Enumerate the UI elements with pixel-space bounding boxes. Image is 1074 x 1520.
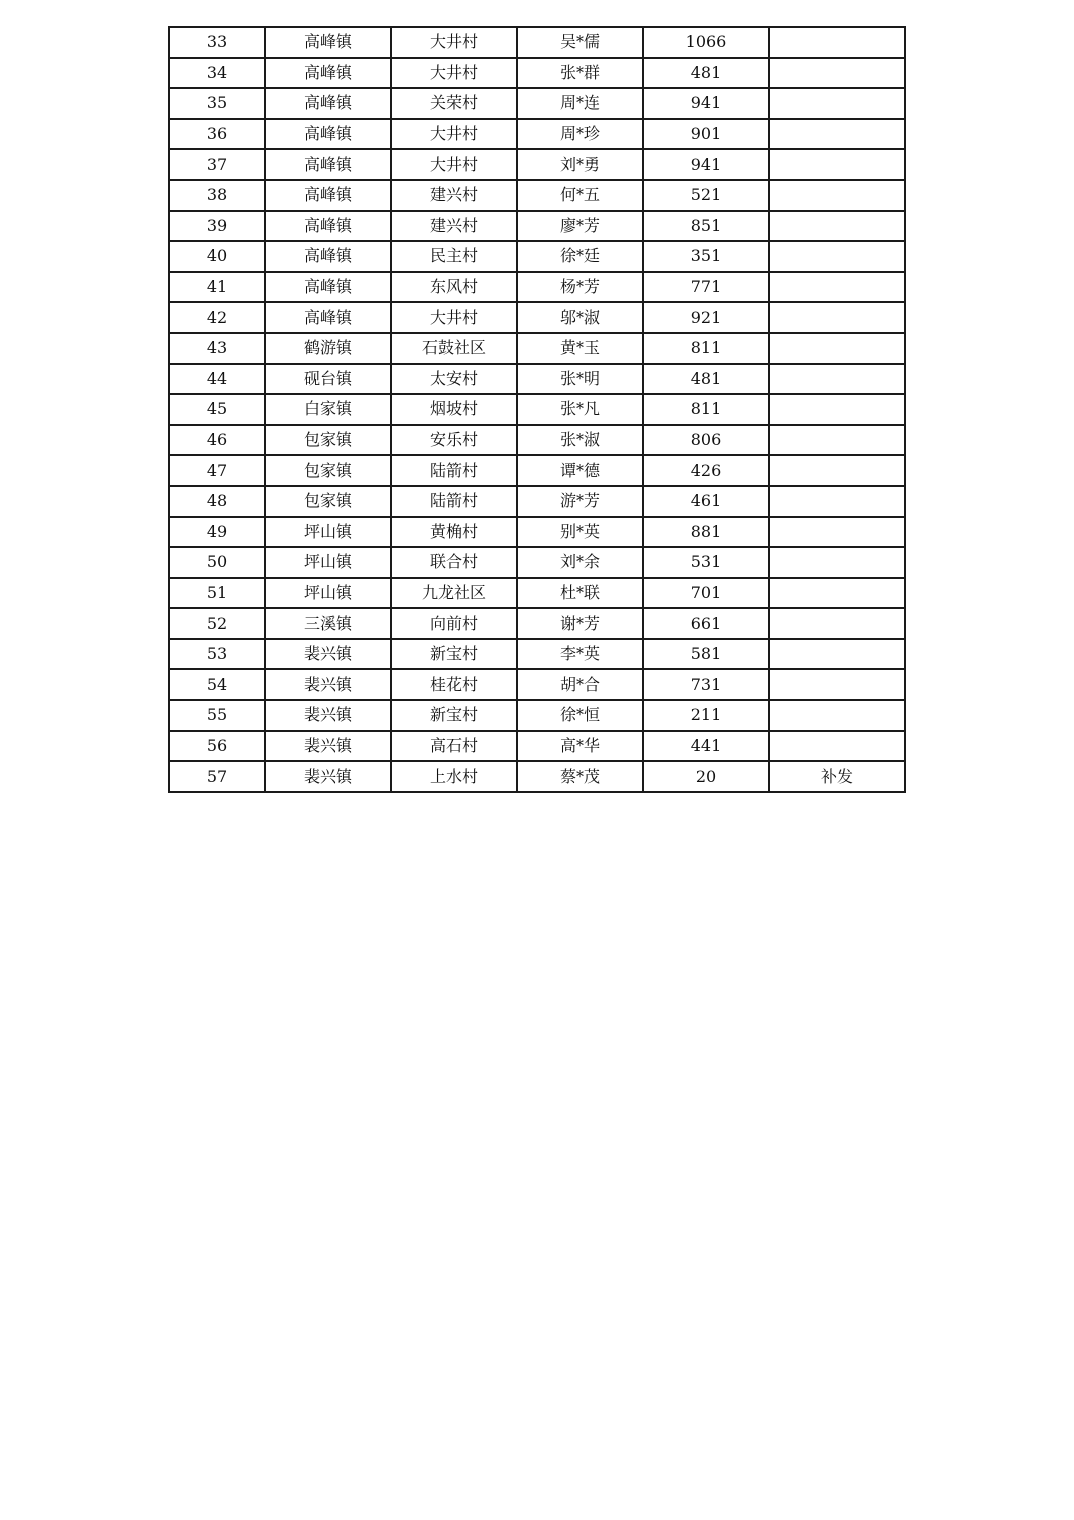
- town-cell: 坪山镇: [265, 547, 391, 578]
- village-cell: 向前村: [391, 608, 517, 639]
- remark-cell: [769, 119, 905, 150]
- town-cell: 三溪镇: [265, 608, 391, 639]
- amount-cell: 531: [643, 547, 769, 578]
- row-number-cell: 35: [169, 88, 265, 119]
- town-cell: 包家镇: [265, 455, 391, 486]
- amount-cell: 20: [643, 761, 769, 792]
- village-cell: 建兴村: [391, 180, 517, 211]
- village-cell: 九龙社区: [391, 578, 517, 609]
- amount-cell: 661: [643, 608, 769, 639]
- amount-cell: 481: [643, 364, 769, 395]
- row-number-cell: 43: [169, 333, 265, 364]
- town-cell: 鹤游镇: [265, 333, 391, 364]
- village-cell: 东风村: [391, 272, 517, 303]
- row-number-cell: 39: [169, 211, 265, 242]
- town-cell: 高峰镇: [265, 302, 391, 333]
- person-name-cell: 周*珍: [517, 119, 643, 150]
- person-name-cell: 何*五: [517, 180, 643, 211]
- village-cell: 建兴村: [391, 211, 517, 242]
- town-cell: 坪山镇: [265, 517, 391, 548]
- village-cell: 大井村: [391, 58, 517, 89]
- town-cell: 高峰镇: [265, 211, 391, 242]
- table-row: [169, 700, 905, 731]
- amount-cell: 426: [643, 455, 769, 486]
- table-row: [169, 364, 905, 395]
- village-cell: 大井村: [391, 27, 517, 58]
- town-cell: 高峰镇: [265, 272, 391, 303]
- amount-cell: 441: [643, 731, 769, 762]
- remark-cell: [769, 669, 905, 700]
- village-cell: 大井村: [391, 119, 517, 150]
- table-row: [169, 731, 905, 762]
- town-cell: 包家镇: [265, 425, 391, 456]
- row-number-cell: 45: [169, 394, 265, 425]
- table-row: [169, 272, 905, 303]
- table-row: [169, 517, 905, 548]
- person-name-cell: 黄*玉: [517, 333, 643, 364]
- town-cell: 高峰镇: [265, 58, 391, 89]
- village-cell: 联合村: [391, 547, 517, 578]
- amount-cell: 881: [643, 517, 769, 548]
- remark-cell: [769, 211, 905, 242]
- town-cell: 高峰镇: [265, 27, 391, 58]
- person-name-cell: 张*群: [517, 58, 643, 89]
- row-number-cell: 46: [169, 425, 265, 456]
- village-cell: 陆箭村: [391, 486, 517, 517]
- village-cell: 上水村: [391, 761, 517, 792]
- roster-table-body: [169, 27, 905, 792]
- person-name-cell: 胡*合: [517, 669, 643, 700]
- remark-cell: [769, 486, 905, 517]
- town-cell: 裴兴镇: [265, 761, 391, 792]
- town-cell: 裴兴镇: [265, 639, 391, 670]
- row-number-cell: 44: [169, 364, 265, 395]
- village-cell: 关荣村: [391, 88, 517, 119]
- town-cell: 裴兴镇: [265, 731, 391, 762]
- town-cell: 砚台镇: [265, 364, 391, 395]
- table-row: [169, 669, 905, 700]
- village-cell: 大井村: [391, 302, 517, 333]
- table-row: [169, 455, 905, 486]
- village-cell: 民主村: [391, 241, 517, 272]
- table-row: [169, 180, 905, 211]
- amount-cell: 941: [643, 149, 769, 180]
- remark-cell: [769, 425, 905, 456]
- person-name-cell: 廖*芳: [517, 211, 643, 242]
- table-row: [169, 547, 905, 578]
- table-row: [169, 119, 905, 150]
- village-cell: 石鼓社区: [391, 333, 517, 364]
- person-name-cell: 周*连: [517, 88, 643, 119]
- remark-cell: [769, 394, 905, 425]
- village-cell: 大井村: [391, 149, 517, 180]
- village-cell: 烟坡村: [391, 394, 517, 425]
- amount-cell: 811: [643, 394, 769, 425]
- row-number-cell: 40: [169, 241, 265, 272]
- person-name-cell: 游*芳: [517, 486, 643, 517]
- person-name-cell: 徐*恒: [517, 700, 643, 731]
- amount-cell: 921: [643, 302, 769, 333]
- remark-cell: [769, 241, 905, 272]
- table-row: [169, 394, 905, 425]
- row-number-cell: 56: [169, 731, 265, 762]
- remark-cell: [769, 364, 905, 395]
- person-name-cell: 谭*德: [517, 455, 643, 486]
- village-cell: 安乐村: [391, 425, 517, 456]
- person-name-cell: 邬*淑: [517, 302, 643, 333]
- village-cell: 桂花村: [391, 669, 517, 700]
- row-number-cell: 48: [169, 486, 265, 517]
- table-row: [169, 578, 905, 609]
- amount-cell: 211: [643, 700, 769, 731]
- person-name-cell: 蔡*茂: [517, 761, 643, 792]
- amount-cell: 701: [643, 578, 769, 609]
- person-name-cell: 徐*廷: [517, 241, 643, 272]
- remark-cell: [769, 180, 905, 211]
- table-row: [169, 88, 905, 119]
- amount-cell: 771: [643, 272, 769, 303]
- remark-cell: [769, 88, 905, 119]
- row-number-cell: 52: [169, 608, 265, 639]
- town-cell: 高峰镇: [265, 241, 391, 272]
- town-cell: 高峰镇: [265, 149, 391, 180]
- amount-cell: 806: [643, 425, 769, 456]
- town-cell: 高峰镇: [265, 88, 391, 119]
- row-number-cell: 34: [169, 58, 265, 89]
- table-row: [169, 149, 905, 180]
- amount-cell: 1066: [643, 27, 769, 58]
- roster-table: [168, 26, 906, 793]
- remark-cell: [769, 700, 905, 731]
- remark-cell: [769, 333, 905, 364]
- village-cell: 高石村: [391, 731, 517, 762]
- table-row: [169, 425, 905, 456]
- amount-cell: 481: [643, 58, 769, 89]
- person-name-cell: 张*淑: [517, 425, 643, 456]
- remark-cell: [769, 547, 905, 578]
- town-cell: 包家镇: [265, 486, 391, 517]
- amount-cell: 901: [643, 119, 769, 150]
- person-name-cell: 张*明: [517, 364, 643, 395]
- row-number-cell: 49: [169, 517, 265, 548]
- row-number-cell: 55: [169, 700, 265, 731]
- person-name-cell: 高*华: [517, 731, 643, 762]
- remark-cell: [769, 731, 905, 762]
- remark-cell: [769, 272, 905, 303]
- person-name-cell: 杨*芳: [517, 272, 643, 303]
- row-number-cell: 38: [169, 180, 265, 211]
- town-cell: 高峰镇: [265, 119, 391, 150]
- person-name-cell: 张*凡: [517, 394, 643, 425]
- remark-cell: 补发: [769, 761, 905, 792]
- remark-cell: [769, 149, 905, 180]
- amount-cell: 811: [643, 333, 769, 364]
- village-cell: 新宝村: [391, 639, 517, 670]
- town-cell: 白家镇: [265, 394, 391, 425]
- amount-cell: 941: [643, 88, 769, 119]
- amount-cell: 521: [643, 180, 769, 211]
- remark-cell: [769, 608, 905, 639]
- amount-cell: 731: [643, 669, 769, 700]
- town-cell: 坪山镇: [265, 578, 391, 609]
- remark-cell: [769, 27, 905, 58]
- table-row: [169, 241, 905, 272]
- row-number-cell: 41: [169, 272, 265, 303]
- town-cell: 裴兴镇: [265, 700, 391, 731]
- row-number-cell: 36: [169, 119, 265, 150]
- table-row: [169, 27, 905, 58]
- table-row: [169, 211, 905, 242]
- village-cell: 黄桷村: [391, 517, 517, 548]
- village-cell: 新宝村: [391, 700, 517, 731]
- town-cell: 高峰镇: [265, 180, 391, 211]
- row-number-cell: 54: [169, 669, 265, 700]
- row-number-cell: 47: [169, 455, 265, 486]
- table-row: [169, 639, 905, 670]
- amount-cell: 851: [643, 211, 769, 242]
- table-row: [169, 486, 905, 517]
- person-name-cell: 李*英: [517, 639, 643, 670]
- remark-cell: [769, 58, 905, 89]
- table-row: [169, 608, 905, 639]
- person-name-cell: 刘*勇: [517, 149, 643, 180]
- town-cell: 裴兴镇: [265, 669, 391, 700]
- person-name-cell: 吴*儒: [517, 27, 643, 58]
- row-number-cell: 51: [169, 578, 265, 609]
- remark-cell: [769, 639, 905, 670]
- row-number-cell: 42: [169, 302, 265, 333]
- village-cell: 陆箭村: [391, 455, 517, 486]
- row-number-cell: 50: [169, 547, 265, 578]
- table-row: [169, 302, 905, 333]
- remark-cell: [769, 578, 905, 609]
- person-name-cell: 刘*余: [517, 547, 643, 578]
- remark-cell: [769, 517, 905, 548]
- amount-cell: 581: [643, 639, 769, 670]
- remark-cell: [769, 302, 905, 333]
- amount-cell: 461: [643, 486, 769, 517]
- village-cell: 太安村: [391, 364, 517, 395]
- person-name-cell: 谢*芳: [517, 608, 643, 639]
- row-number-cell: 33: [169, 27, 265, 58]
- row-number-cell: 57: [169, 761, 265, 792]
- person-name-cell: 别*英: [517, 517, 643, 548]
- table-row: [169, 761, 905, 792]
- remark-cell: [769, 455, 905, 486]
- row-number-cell: 37: [169, 149, 265, 180]
- table-row: [169, 58, 905, 89]
- table-row: [169, 333, 905, 364]
- row-number-cell: 53: [169, 639, 265, 670]
- person-name-cell: 杜*联: [517, 578, 643, 609]
- amount-cell: 351: [643, 241, 769, 272]
